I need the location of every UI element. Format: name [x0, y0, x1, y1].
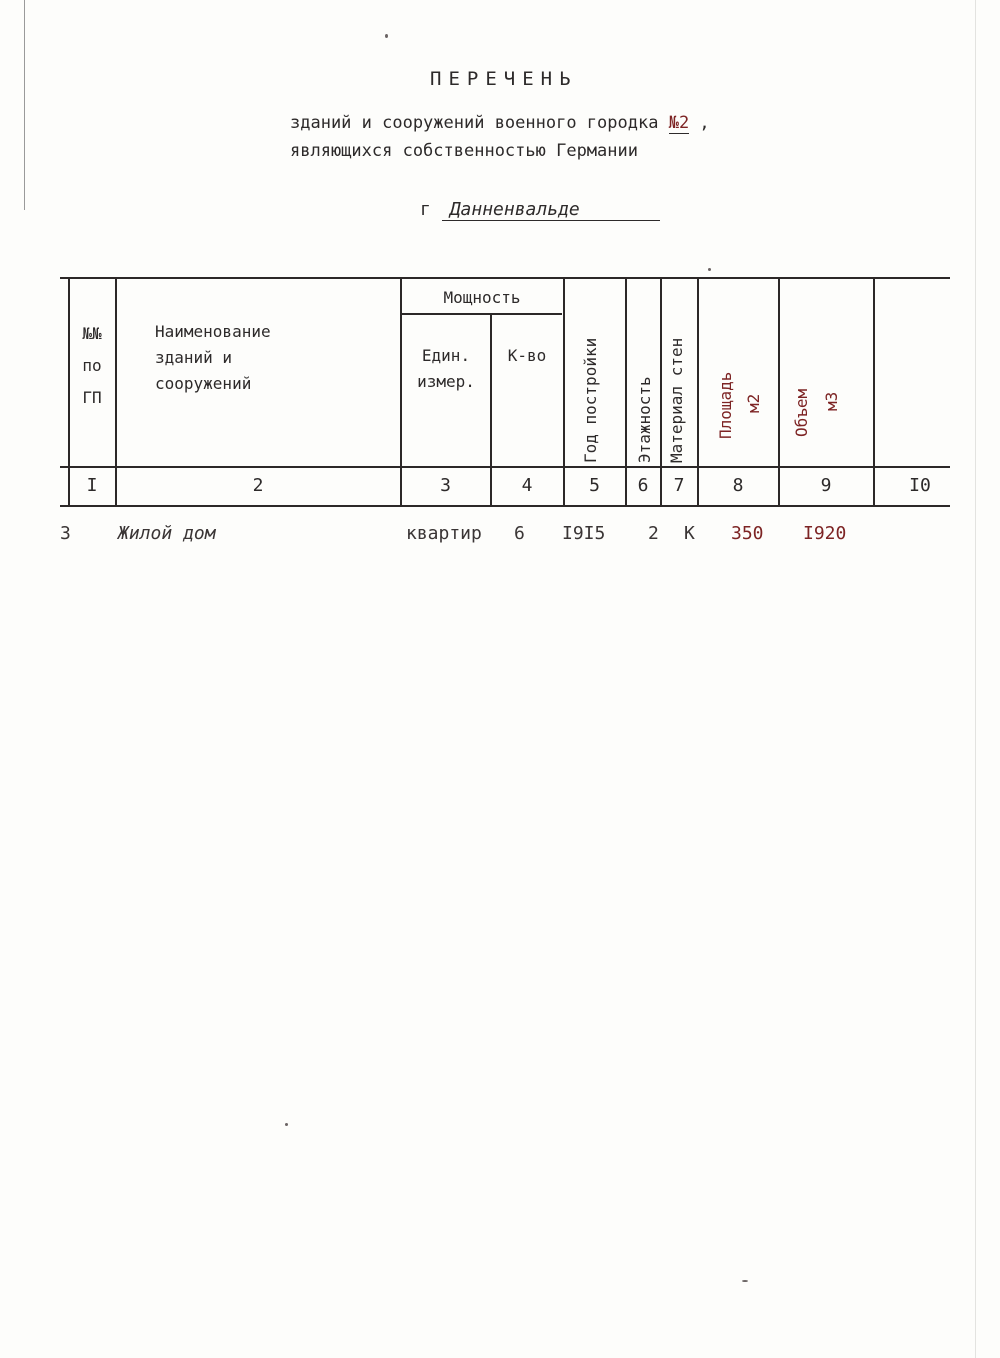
row-floors: 2: [648, 523, 659, 544]
header-capacity: Мощность: [443, 288, 521, 307]
row-name: Жилой дом: [118, 523, 216, 544]
column-number: 7: [673, 475, 685, 496]
header-col3: [402, 343, 490, 395]
header-col2: [155, 319, 271, 397]
subtitle-line-1: [290, 113, 710, 134]
header-col8: [716, 372, 735, 439]
column-number: 3: [440, 475, 451, 496]
column-number: I: [86, 475, 98, 496]
header-col8-unit: м2: [744, 393, 763, 413]
row-area: 350: [731, 523, 764, 544]
town-number: №2: [668, 113, 690, 133]
paper-speck: [742, 1280, 748, 1282]
document-title: ПЕРЕЧЕНЬ: [430, 68, 578, 90]
column-number: 4: [521, 475, 533, 496]
paper-speck: [285, 1123, 288, 1126]
column-rule: [873, 277, 875, 507]
column-number: 6: [637, 475, 649, 496]
column-number: 9: [820, 475, 832, 496]
capacity-rule: [400, 313, 562, 315]
header-col1-line: по: [82, 356, 102, 375]
subtitle-line-2: являющихся собственностью Германии: [290, 141, 638, 161]
column-rule: [660, 277, 662, 507]
header-col1-line: №№: [82, 324, 102, 343]
column-number: I0: [909, 475, 931, 496]
header-bottom-rule: [60, 466, 950, 468]
buildings-table: [60, 277, 950, 509]
header-col2-line: Наименование: [155, 322, 271, 341]
header-col4: К-во: [507, 346, 547, 365]
subtitle-text: зданий и сооружений военного городка: [290, 113, 669, 133]
column-number: 2: [252, 475, 264, 496]
header-col9: Объем: [792, 388, 811, 437]
page-edge: [975, 0, 976, 1358]
table-bottom-rule: [60, 505, 950, 507]
header-col9-unit: м3: [822, 391, 841, 411]
margin-line: [24, 0, 25, 210]
row-gp: 3: [60, 523, 71, 544]
city-prefix: г: [420, 199, 431, 220]
header-col2-line: сооружений: [155, 374, 252, 393]
city-line: [420, 199, 660, 221]
header-col7: Материал стен: [667, 337, 686, 463]
header-col5: Год постройки: [581, 337, 600, 463]
row-unit: квартир: [406, 523, 482, 544]
row-material: К: [684, 523, 695, 544]
header-col6: Этажность: [635, 376, 654, 463]
header-col2-line: зданий и: [155, 348, 233, 367]
header-col1-line: ГП: [82, 388, 102, 407]
column-number: 5: [589, 475, 600, 496]
column-rule: [625, 277, 627, 507]
subtitle-comma: ,: [689, 113, 710, 133]
column-rule: [778, 277, 780, 507]
paper-speck: [708, 268, 711, 271]
row-year: I9I5: [562, 523, 606, 544]
column-rule: [563, 277, 565, 507]
header-col1: [68, 321, 116, 411]
paper-speck: [385, 34, 388, 38]
column-rule: [697, 277, 699, 507]
table-top-rule: [60, 277, 950, 279]
row-qty: 6: [514, 523, 525, 544]
header-col3-line: измер.: [417, 372, 475, 391]
city-name: Данненвальде: [442, 199, 660, 221]
header-col3-line: Един.: [421, 346, 471, 365]
column-number: 8: [732, 475, 744, 496]
header-col8-line: Площадь: [716, 371, 735, 439]
row-volume: I920: [803, 523, 847, 544]
